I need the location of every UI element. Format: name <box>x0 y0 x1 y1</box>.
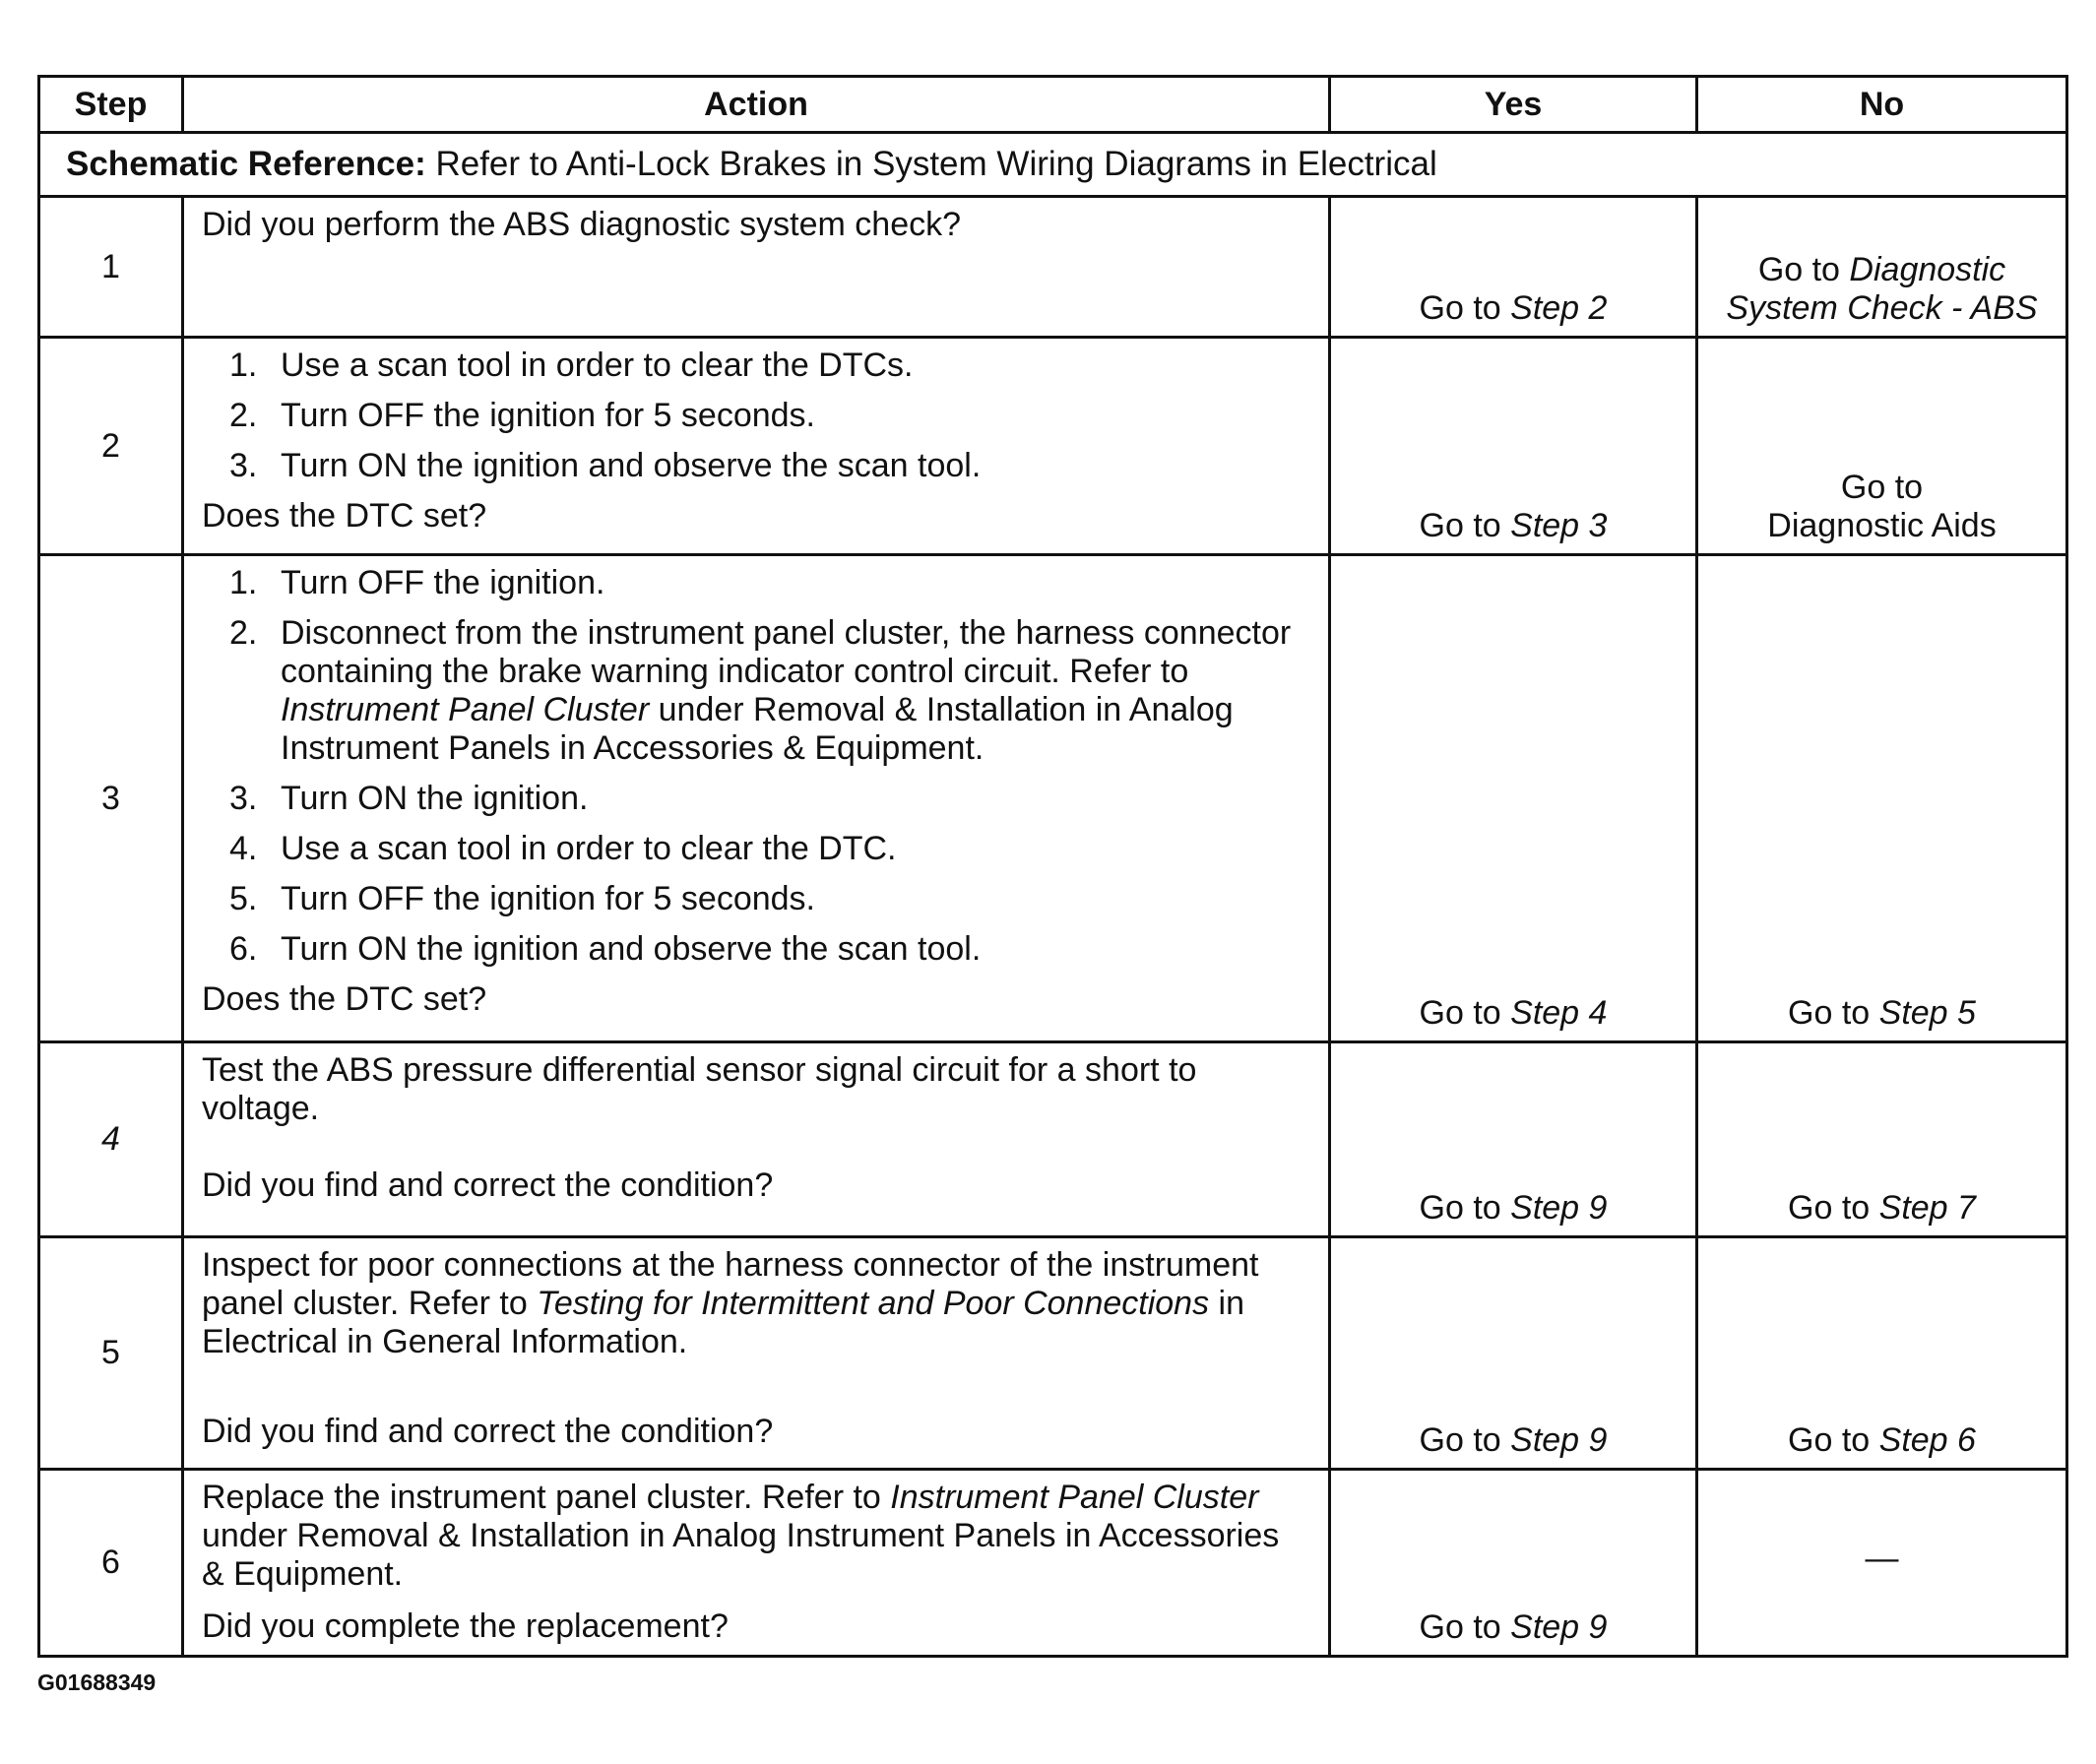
action-text <box>202 1246 1308 1361</box>
yes-cell <box>1330 1237 1697 1470</box>
yes-cell <box>1330 1042 1697 1237</box>
list-item <box>202 880 1308 918</box>
action-text-part: in Electrical in General Information. <box>202 1285 1245 1360</box>
list-item-text: Use a scan tool in order to clear the DTC. <box>281 830 897 867</box>
step-number: 6 <box>39 1470 183 1657</box>
list-item-text: Turn ON the ignition. <box>281 780 589 817</box>
yes-prefix: Go to <box>1419 1608 1511 1646</box>
list-item-number: 2. <box>229 397 258 434</box>
no-prefix: Go to <box>1788 1421 1879 1459</box>
action-cell <box>183 555 1330 1042</box>
no-cell <box>1697 197 2067 338</box>
no-cell <box>1697 338 2067 555</box>
step-number: 4 <box>39 1042 183 1237</box>
no-prefix: Go to <box>1788 1189 1879 1227</box>
list-item <box>202 346 1308 385</box>
action-text-part: Replace the instrument panel cluster. Refer to <box>202 1479 891 1516</box>
yes-cell <box>1330 338 1697 555</box>
no-line-1: Go to <box>1840 469 1924 506</box>
action-text <box>202 1479 1308 1594</box>
yes-step-ref: Step 2 <box>1510 289 1608 327</box>
list-item-text: under Removal & Installation in Analog Instrument Panels in Accessories & Equipment. <box>281 691 1234 767</box>
action-text: Test the ABS pressure differential sensor signal circuit for a short to voltage. <box>202 1051 1197 1127</box>
action-text-part: under Removal & Installation in Analog Instrument Panels in Accessories & Equipment. <box>202 1517 1280 1593</box>
list-item-text: Turn ON the ignition and observe the scan tool. <box>281 930 982 968</box>
action-question: Does the DTC set? <box>202 497 487 535</box>
action-list <box>202 564 1308 969</box>
table-row <box>39 1042 2067 1237</box>
reference-link: Instrument Panel Cluster <box>890 1479 1259 1516</box>
header-row <box>39 77 2067 133</box>
no-cell <box>1697 555 2067 1042</box>
yes-prefix: Go to <box>1419 289 1511 327</box>
yes-prefix: Go to <box>1419 1189 1511 1227</box>
no-cell <box>1697 1237 2067 1470</box>
list-item-text: Turn OFF the ignition for 5 seconds. <box>281 397 815 434</box>
reference-link: Testing for Intermittent and Poor Connections <box>537 1285 1210 1322</box>
no-step-ref: Diagnostic System Check - ABS <box>1726 251 2038 327</box>
action-question: Did you find and correct the condition? <box>202 1166 774 1204</box>
schematic-reference-label: Schematic Reference: <box>66 145 426 183</box>
action-cell <box>183 1237 1330 1470</box>
action-question: Did you complete the replacement? <box>202 1607 729 1645</box>
step-number: 5 <box>39 1237 183 1470</box>
yes-cell <box>1330 555 1697 1042</box>
table-row <box>39 1237 2067 1470</box>
no-step-ref: Step 7 <box>1878 1189 1976 1227</box>
list-item-number: 6. <box>229 930 258 968</box>
schematic-reference <box>39 133 2067 197</box>
yes-cell <box>1330 1470 1697 1657</box>
step-number: 2 <box>39 338 183 555</box>
step-number: 3 <box>39 555 183 1042</box>
no-dash: — <box>1865 1540 1899 1577</box>
yes-step-ref: Step 9 <box>1510 1189 1608 1227</box>
list-item <box>202 780 1308 818</box>
list-item <box>202 930 1308 969</box>
yes-prefix: Go to <box>1419 1421 1511 1459</box>
reference-link: Instrument Panel Cluster <box>281 691 650 728</box>
action-cell <box>183 1470 1330 1657</box>
list-item <box>202 564 1308 602</box>
yes-prefix: Go to <box>1419 994 1511 1032</box>
list-item-text: Turn OFF the ignition. <box>281 564 605 601</box>
action-question: Did you find and correct the condition? <box>202 1413 774 1450</box>
schematic-reference-row <box>39 133 2067 197</box>
figure-id: G01688349 <box>37 1670 157 1695</box>
list-item <box>202 447 1308 485</box>
table-row <box>39 338 2067 555</box>
list-item-number: 1. <box>229 564 258 601</box>
action-cell <box>183 338 1330 555</box>
schematic-reference-text: Refer to Anti-Lock Brakes in System Wiring Diagrams in Electrical <box>425 145 1437 183</box>
no-cell <box>1697 1042 2067 1237</box>
list-item-number: 4. <box>229 830 258 867</box>
table-row <box>39 1470 2067 1657</box>
list-item-text: Turn OFF the ignition for 5 seconds. <box>281 880 815 917</box>
action-text-part: Inspect for poor connections at the harness connector of the instrument panel cluster. Refer to <box>202 1246 1259 1322</box>
yes-step-ref: Step 3 <box>1510 507 1608 544</box>
list-item-number: 2. <box>229 614 258 652</box>
action-question: Does the DTC set? <box>202 980 487 1018</box>
step-number: 1 <box>39 197 183 338</box>
list-item-number: 5. <box>229 880 258 917</box>
no-prefix: Go to <box>1757 251 1850 288</box>
table-row <box>39 555 2067 1042</box>
list-item-number: 1. <box>229 346 258 384</box>
action-cell <box>183 197 1330 338</box>
no-step-ref: Step 5 <box>1878 994 1976 1032</box>
no-cell <box>1697 1470 2067 1657</box>
list-item-text: Use a scan tool in order to clear the DTCs. <box>281 346 914 384</box>
action-list <box>202 346 1308 485</box>
header-step: Step <box>39 77 183 133</box>
action-cell <box>183 1042 1330 1237</box>
no-step-ref: Step 6 <box>1878 1421 1976 1459</box>
header-yes: Yes <box>1330 77 1697 133</box>
yes-prefix: Go to <box>1419 507 1511 544</box>
yes-step-ref: Step 9 <box>1510 1421 1608 1459</box>
yes-step-ref: Step 9 <box>1510 1608 1608 1646</box>
yes-step-ref: Step 4 <box>1510 994 1608 1032</box>
list-item-number: 3. <box>229 447 258 484</box>
header-no: No <box>1697 77 2067 133</box>
no-line-2: Diagnostic Aids <box>1767 507 1997 544</box>
table-row <box>39 197 2067 338</box>
no-prefix: Go to <box>1788 994 1879 1032</box>
list-item <box>202 830 1308 868</box>
yes-cell <box>1330 197 1697 338</box>
action-text: Did you perform the ABS diagnostic system check? <box>202 206 962 243</box>
list-item-text: Disconnect from the instrument panel cluster, the harness connector containing the brake warning indicator control circuit. Refer to <box>281 614 1292 690</box>
header-action: Action <box>183 77 1330 133</box>
diagnostic-table <box>37 75 2068 1658</box>
list-item-number: 3. <box>229 780 258 817</box>
list-item-text: Turn ON the ignition and observe the scan tool. <box>281 447 982 484</box>
list-item <box>202 397 1308 435</box>
list-item <box>202 614 1308 768</box>
